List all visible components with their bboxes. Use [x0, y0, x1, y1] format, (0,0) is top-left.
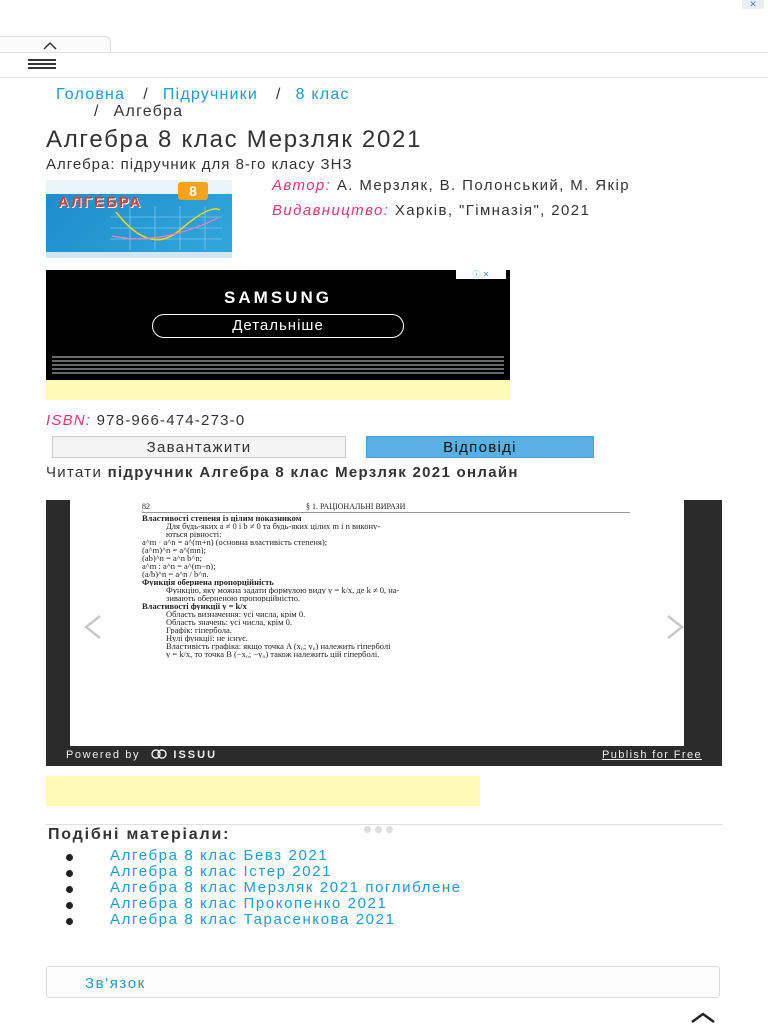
- reader-heading-prefix: Читати: [46, 464, 103, 481]
- book-meta: [272, 178, 692, 228]
- cover-grade-number: 8: [178, 182, 208, 200]
- loading-dots-icon: [364, 820, 408, 828]
- footer: [46, 966, 720, 998]
- reader-heading-title: підручник Алгебра 8 клас Мерзляк 2021 онлайн: [107, 464, 519, 481]
- breadcrumb-separator: /: [94, 103, 100, 120]
- document-line: (a^m)^n = a^(mn);: [142, 546, 206, 554]
- publisher-label: Видавництво:: [272, 202, 390, 219]
- similar-material-item: [62, 848, 462, 864]
- similar-material-item: [62, 880, 462, 896]
- menu-bar: [0, 52, 768, 78]
- answers-button[interactable]: Відповіді: [366, 436, 594, 458]
- document-chapter: § 1. РАЦІОНАЛЬНІ ВИРАЗИ: [306, 502, 406, 511]
- document-line: Для будь-яких a ≠ 0 і b ≠ 0 та будь-яких цілих m і n викону-: [166, 522, 381, 530]
- chevron-up-icon: [43, 41, 57, 51]
- powered-by-label: Powered by: [66, 749, 141, 761]
- document-line: Область значень: усі числа, крім 0.: [166, 618, 293, 626]
- ad-close-icon[interactable]: ✕: [742, 0, 764, 9]
- similar-material-link[interactable]: Алгебра 8 клас Істер 2021: [110, 863, 333, 880]
- document-line: Функція обернена пропорційність: [142, 578, 274, 586]
- next-page-arrow-icon[interactable]: [658, 610, 692, 644]
- document-line: a^m · a^n = a^(m+n) (основна властивість степеня);: [142, 538, 328, 546]
- document-line: Графік: гіпербола.: [166, 626, 232, 634]
- document-line: Властивості функції y = k/x: [142, 602, 247, 610]
- document-page-number: 82: [142, 502, 150, 511]
- book-cover[interactable]: [46, 180, 232, 258]
- ad-placeholder-2: [46, 776, 480, 806]
- scroll-to-top-icon[interactable]: [690, 1010, 716, 1024]
- page-subtitle: Алгебра: підручник для 8-го класу ЗНЗ: [46, 156, 353, 173]
- similar-material-item: [62, 896, 462, 912]
- isbn-label: ISBN:: [46, 412, 92, 429]
- breadcrumb-separator: /: [276, 86, 282, 103]
- author-label: Автор:: [272, 177, 332, 194]
- similar-material-item: [62, 912, 462, 928]
- document-line: a^m : a^n = a^(m−n);: [142, 562, 216, 570]
- document-page: [70, 500, 684, 746]
- issuu-logo-icon: [151, 749, 167, 759]
- document-line: ються рівності:: [166, 530, 222, 538]
- breadcrumb-home[interactable]: Головна: [56, 86, 126, 103]
- isbn-value: 978-966-474-273-0: [96, 412, 246, 429]
- hamburger-menu-icon[interactable]: [28, 59, 56, 71]
- samsung-ad-banner[interactable]: [46, 270, 510, 380]
- similar-materials-title: Подібні матеріали:: [48, 826, 231, 843]
- page-title: Алгебра 8 клас Мерзляк 2021: [46, 126, 423, 153]
- issuu-document-viewer[interactable]: [46, 500, 722, 766]
- download-button[interactable]: Завантажити: [52, 436, 346, 458]
- document-line: (ab)^n = a^n b^n;: [142, 554, 202, 562]
- breadcrumb-current: Алгебра: [113, 103, 184, 120]
- document-line: Нулі функції: не існує.: [166, 634, 248, 642]
- breadcrumb-textbooks[interactable]: Підручники: [162, 86, 259, 103]
- isbn: [46, 412, 245, 429]
- document-line: Область визначення: усі числа, крім 0.: [166, 610, 306, 618]
- ad-fine-print: [52, 356, 504, 376]
- similar-material-link[interactable]: Алгебра 8 клас Тарасенкова 2021: [110, 911, 396, 928]
- breadcrumb-grade[interactable]: 8 клас: [295, 86, 350, 103]
- similar-material-link[interactable]: Алгебра 8 клас Прокопенко 2021: [110, 895, 388, 912]
- cover-graph-illustration: [110, 206, 222, 250]
- document-line: Властивість графіка: якщо точка A (x₀; y₀) належить гіперболі: [166, 642, 391, 650]
- contact-link[interactable]: Зв'язок: [85, 975, 146, 992]
- previous-page-arrow-icon[interactable]: [76, 610, 110, 644]
- reader-heading: [46, 466, 726, 479]
- document-line: y = k/x, то точка B (−x₀; −y₀) також належить цій гіперболі.: [166, 650, 380, 658]
- similar-materials-list: [62, 848, 462, 928]
- top-ad-bar: [0, 0, 768, 36]
- similar-material-item: [62, 864, 462, 880]
- cover-title: АЛГЕБРА: [58, 194, 143, 211]
- author-value: А. Мерзляк, В. Полонський, М. Якір: [336, 177, 630, 194]
- ad-placeholder: [46, 380, 510, 400]
- document-line: Властивості степеня із цілим показником: [142, 514, 302, 522]
- ad-brand: SAMSUNG: [224, 288, 332, 307]
- breadcrumb: [56, 86, 716, 120]
- document-line: зивають оберненою пропорційністю.: [166, 594, 301, 602]
- similar-material-link[interactable]: Алгебра 8 клас Мерзляк 2021 поглиблене: [110, 879, 462, 896]
- issuu-brand: ISSUU: [173, 749, 218, 761]
- document-line: Функцію, яку можна задати формулою виду y = k/x, де k ≠ 0, на-: [166, 586, 400, 594]
- ad-choices-icon[interactable]: ⓘ ✕: [456, 270, 506, 279]
- document-text: [142, 514, 630, 658]
- breadcrumb-separator: /: [143, 86, 149, 103]
- ad-cta-button[interactable]: Детальніше: [152, 314, 404, 338]
- collapse-toggle[interactable]: [0, 36, 111, 53]
- publisher-value: Харків, "Гімназія", 2021: [394, 202, 591, 219]
- document-line: (a/b)^n = a^n / b^n.: [142, 570, 209, 578]
- powered-by-issuu[interactable]: [66, 749, 217, 761]
- similar-material-link[interactable]: Алгебра 8 клас Бевз 2021: [110, 847, 329, 864]
- publish-for-free-link[interactable]: Publish for Free: [601, 749, 702, 761]
